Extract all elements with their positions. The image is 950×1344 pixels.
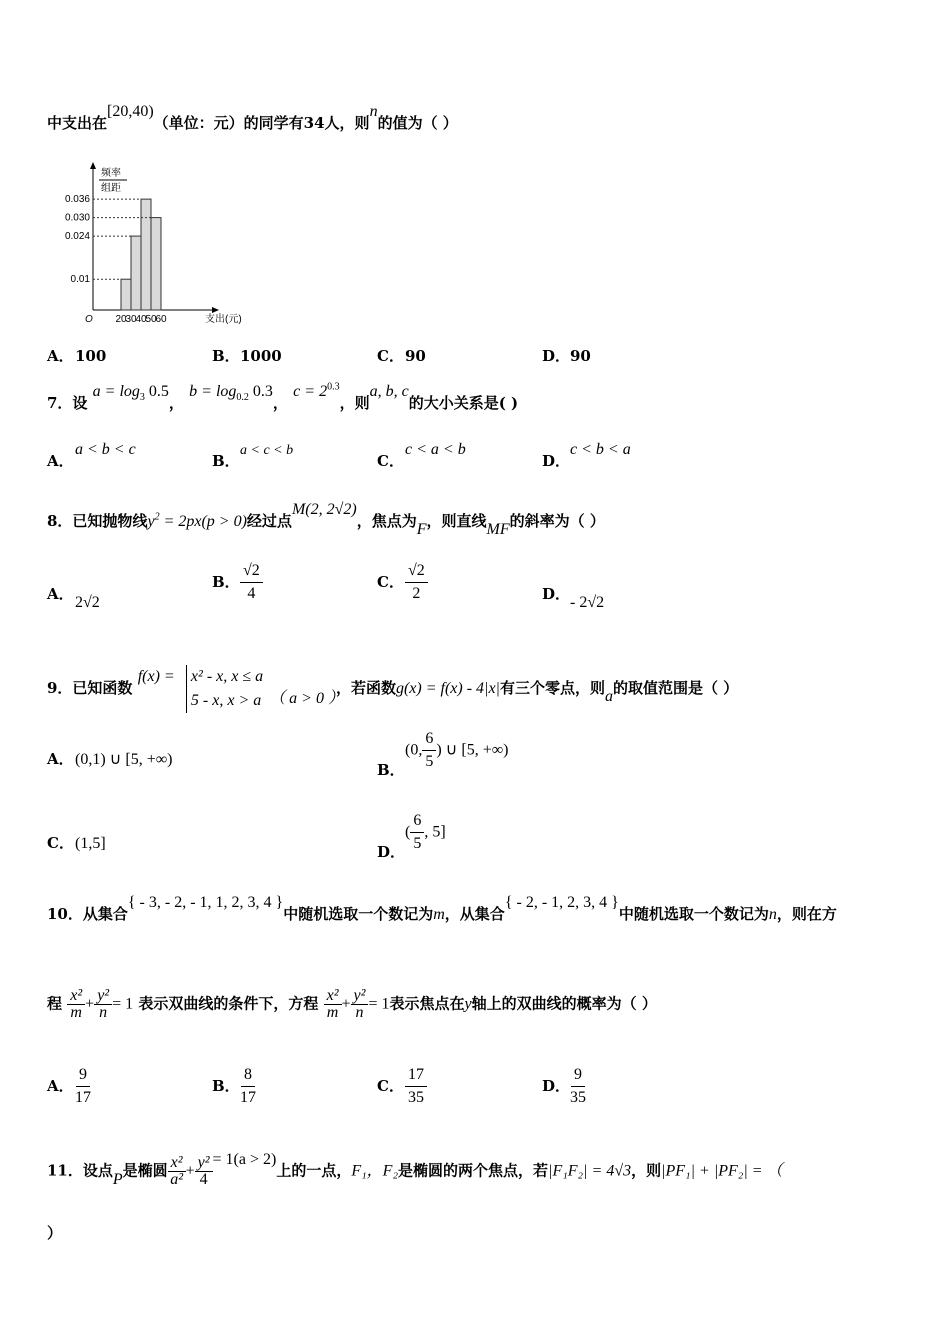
numerator: y² — [94, 988, 112, 1005]
histogram-bar-3 — [151, 218, 161, 310]
eq-square: 2 — [154, 511, 160, 523]
q8-mid3: ，则直线 — [426, 512, 487, 530]
x-tick-label-4: 60 — [155, 314, 167, 325]
q9-option-b[interactable] — [377, 728, 509, 779]
a-arg: 0.5 — [144, 383, 169, 400]
option-fraction — [405, 1064, 427, 1109]
q6-prefix: 中支出在 — [47, 114, 108, 132]
option-fraction — [240, 560, 263, 605]
q10-mid3: 中随机选取一个数记为 — [618, 905, 769, 923]
q6-option-b[interactable] — [212, 345, 282, 366]
option-fraction — [75, 1064, 91, 1109]
q10-mid4: ，则在方 — [776, 905, 837, 923]
option-label: D． — [542, 1076, 571, 1095]
q8-F: F — [416, 521, 427, 538]
option-prefix: ( — [405, 823, 411, 841]
q11-mid1: 是椭圆 — [122, 1161, 168, 1180]
q9-stem — [47, 665, 738, 713]
option-label: A． — [47, 585, 74, 603]
q9-suffix: 的取值范围是（ ） — [612, 679, 739, 697]
q9-option-a[interactable] — [47, 748, 172, 769]
q10-number: 10．从集合 — [47, 905, 128, 923]
x-tick-label-2: 40 — [135, 314, 147, 325]
option-value: a < c < b — [240, 443, 294, 458]
option-label: C． — [47, 834, 74, 852]
q11-foci: F₁，F₂ — [351, 1162, 399, 1180]
option-value: a < b < c — [75, 441, 136, 458]
q10-mid2: ，从集合 — [444, 905, 505, 923]
denominator: 17 — [240, 1089, 256, 1106]
option-label: B． — [212, 347, 240, 365]
q11-stem-line2 — [47, 1222, 62, 1243]
q9-case2: 5 - x, x > a — [190, 692, 262, 709]
q6-var-n: n — [369, 103, 378, 120]
denominator: 5 — [425, 753, 434, 770]
q10-suffix: 轴上的双曲线的概率为（ ） — [471, 994, 657, 1013]
denominator: 4 — [199, 1171, 208, 1188]
y-axis-arrow — [90, 162, 96, 169]
denominator: m — [70, 1004, 82, 1021]
q7-stem — [47, 381, 519, 415]
x-tick-label-3: 50 — [145, 314, 157, 325]
q7-option-c[interactable] — [377, 441, 466, 471]
option-value: 1000 — [240, 347, 282, 365]
option-label: C． — [377, 1076, 404, 1095]
x-tick-label-0: 20 — [115, 314, 127, 325]
option-fraction — [570, 1064, 586, 1109]
q7-mid: ，则 — [339, 394, 370, 412]
q10-y: y — [464, 995, 472, 1013]
a-base: 3 — [139, 392, 145, 404]
denominator: a² — [170, 1171, 184, 1188]
c-exp: 0.3 — [327, 381, 340, 393]
y-tick-label-2: 0.030 — [64, 212, 90, 224]
q10-n: n — [768, 906, 777, 923]
q7-c-expr — [293, 383, 339, 400]
q10-set2: { - 2, - 1, 2, 3, 4 } — [504, 894, 619, 911]
q10-option-c[interactable] — [377, 1064, 427, 1109]
q11-condition: |F₁F₂| = 4√3 — [548, 1162, 632, 1180]
q10-stem-line2: 程 $\frac{\text{x²}}{m}$ + $\frac{\text{y²}}{n}$ = 1 表示双曲线的条件下，方程 $\frac{\text{x²}}{m}$ + $\frac{\text{y²}}{n}$ = 1表示焦点在y轴上的双曲线的概率为（ ） — [47, 987, 657, 1021]
q10-mid6: 表示焦点在 — [389, 994, 465, 1013]
q8-MF: MF — [486, 521, 510, 538]
eq-y: y — [147, 513, 155, 530]
option-fraction — [405, 560, 428, 605]
q8-option-d[interactable] — [542, 583, 605, 611]
q10-option-b[interactable] — [212, 1064, 256, 1109]
option-fraction — [422, 728, 436, 773]
q8-equation — [147, 513, 201, 530]
option-label: B． — [212, 572, 240, 591]
option-value: c < a < b — [405, 441, 466, 458]
eq1-rhs: = 1 — [112, 995, 134, 1013]
q6-option-d[interactable] — [542, 345, 591, 366]
option-value: 100 — [75, 347, 107, 365]
denominator: 35 — [408, 1089, 424, 1106]
option-label: A． — [47, 452, 74, 470]
option-label: B． — [212, 452, 240, 470]
q9-mid2: 有三个零点，则 — [499, 679, 605, 697]
eq2-x-frac — [324, 988, 342, 1021]
q9-option-c[interactable] — [47, 832, 106, 853]
q6-option-c[interactable] — [377, 345, 426, 366]
q7-option-b[interactable] — [212, 443, 294, 471]
q7-a-expr — [92, 383, 169, 404]
q7-vars: a, b, c — [369, 383, 409, 400]
q8-point: M(2, 2√2) — [291, 501, 357, 518]
numerator: 8 — [241, 1064, 255, 1087]
q10-line2-pre: 程 — [47, 994, 63, 1013]
b-base: 0.2 — [236, 392, 249, 404]
q8-stem — [47, 501, 605, 538]
q10-m: m — [433, 906, 445, 923]
option-label: D． — [542, 452, 571, 470]
option-label: C． — [377, 452, 404, 470]
eq-rest: = 2px — [159, 513, 202, 530]
q10-set1: { - 3, - 2, - 1, 1, 2, 3, 4 } — [127, 894, 284, 911]
a-expr-text: a = log — [92, 383, 140, 400]
q11-line2: ） — [47, 1224, 63, 1242]
y-tick-label-1: 0.024 — [64, 231, 90, 243]
eq2-y-frac — [351, 988, 369, 1021]
numerator: 9 — [76, 1064, 90, 1087]
q6-histogram — [55, 160, 265, 330]
q8-option-c[interactable] — [377, 560, 428, 605]
denominator: m — [326, 1004, 339, 1021]
denominator: n — [355, 1004, 364, 1021]
q10-option-d[interactable] — [542, 1064, 586, 1109]
numerator: 6 — [410, 810, 424, 833]
q7-option-a[interactable] — [47, 441, 136, 471]
q9-number: 9．已知函数 — [47, 679, 133, 697]
option-value: - 2√2 — [570, 594, 605, 611]
denominator: 35 — [570, 1089, 586, 1106]
q10-mid1: 中随机选取一个数记为 — [283, 905, 434, 923]
numerator: y² — [351, 988, 369, 1005]
denominator: 5 — [413, 835, 422, 852]
q9-mid: ，若函数 — [335, 679, 396, 697]
option-fraction — [410, 810, 424, 855]
eq1-y-frac — [94, 988, 112, 1021]
option-suffix: , 5] — [424, 823, 446, 841]
x-axis-arrow — [212, 307, 219, 313]
numerator: √2 — [405, 560, 428, 583]
q6-interval: [20,40) — [107, 103, 154, 120]
option-value: c < b < a — [570, 441, 631, 458]
option-suffix: ) ∪ [5, +∞) — [436, 741, 509, 759]
option-label: C． — [377, 572, 404, 591]
histogram-bar-2 — [141, 199, 151, 310]
q8-option-b[interactable] — [212, 560, 263, 605]
q6-mid: （单位：元）的同学有34人，则 — [153, 114, 370, 132]
sep: ， — [168, 394, 184, 412]
option-label: B． — [212, 1076, 240, 1095]
y-label-line2: 组距 — [101, 183, 121, 194]
numerator: 17 — [405, 1064, 427, 1087]
c-expr-text: c = 2 — [293, 383, 328, 400]
q8-mid1: 经过点 — [246, 512, 292, 530]
q9-a: a — [604, 688, 613, 705]
q8-suffix: 的斜率为（ ） — [509, 512, 605, 530]
option-label: D． — [377, 842, 406, 861]
q7-number: 7．设 — [47, 394, 88, 412]
q9-condition: （ a > 0 ） — [269, 690, 336, 707]
q11-P: P — [112, 1170, 123, 1188]
ellipse-y-frac — [195, 1155, 213, 1188]
x-tick-label-1: 30 — [125, 314, 137, 325]
option-label: A． — [47, 347, 74, 365]
numerator: √2 — [240, 560, 263, 583]
option-value: (1,5] — [75, 835, 106, 852]
y-tick-label-3: 0.036 — [64, 194, 90, 206]
q9-case1: x² - x, x ≤ a — [190, 668, 264, 685]
option-value: 2√2 — [75, 594, 100, 611]
q6-suffix: 的值为（ ） — [377, 114, 458, 132]
q9-fx: f(x) = — [137, 668, 175, 685]
q8-mid2: ，焦点为 — [356, 512, 417, 530]
option-label: A． — [47, 1076, 74, 1095]
option-fraction — [240, 1064, 256, 1109]
q6-option-a[interactable] — [47, 345, 106, 366]
numerator: y² — [195, 1155, 213, 1172]
histogram-bar-1 — [131, 236, 141, 310]
q9-gx: g(x) = f(x) - 4|x| — [395, 680, 500, 697]
option-label: B． — [377, 760, 405, 779]
denominator: 4 — [247, 585, 256, 602]
b-expr-text: b = log — [189, 383, 237, 400]
q8-option-a[interactable] — [47, 583, 100, 611]
option-prefix: (0, — [405, 741, 423, 759]
q11-stem-line1: 11．设点P是椭圆 $\frac{\text{x²}}{\text{a²}}$ + $\frac{\text{y²}}{4}$ = 1(a > 2)上的一点，F₁，F₂是椭圆的两个焦点，若|F₁F₂| = 4√3，则|PF₁| + |PF₂| = （ — [47, 1150, 783, 1188]
q11-mid2: 上的一点， — [276, 1161, 352, 1180]
q11-mid4: ，则 — [631, 1161, 662, 1180]
q8-number: 8．已知抛物线 — [47, 512, 148, 530]
q9-option-d[interactable] — [377, 810, 446, 861]
numerator: x² — [168, 1155, 186, 1172]
y-tick-label-0: 0.01 — [70, 274, 90, 286]
sep: ， — [272, 394, 288, 412]
eq1-x-frac — [67, 988, 85, 1021]
ellipse-rhs: = 1(a > 2) — [212, 1150, 277, 1168]
y-label-line1: 频率 — [101, 168, 121, 179]
histogram-bar-0 — [121, 279, 131, 310]
option-label: D． — [542, 347, 571, 365]
b-arg: 0.3 — [248, 383, 273, 400]
q11-mid3: 是椭圆的两个焦点，若 — [398, 1161, 549, 1180]
denominator: n — [99, 1004, 108, 1021]
numerator: 6 — [422, 728, 436, 751]
option-value: (0,1) ∪ [5, +∞) — [75, 751, 173, 768]
denominator: 2 — [412, 585, 421, 602]
option-value: 90 — [570, 347, 591, 365]
q6-stem — [47, 103, 458, 133]
eq2-rhs: = 1 — [368, 995, 390, 1013]
option-label: A． — [47, 750, 74, 768]
ellipse-x-frac — [168, 1155, 186, 1188]
q10-stem-line1 — [47, 894, 837, 924]
option-label: D． — [542, 585, 571, 603]
numerator: x² — [324, 988, 342, 1005]
q7-suffix: 的大小关系是( ) — [408, 394, 519, 412]
denominator: 17 — [75, 1089, 91, 1106]
numerator: 9 — [571, 1064, 585, 1087]
q11-number: 11．设点 — [47, 1161, 113, 1180]
q7-b-expr — [189, 383, 273, 404]
origin-label: O — [85, 314, 93, 325]
numerator: x² — [67, 988, 85, 1005]
q9-piecewise — [186, 665, 263, 713]
option-label: C． — [377, 347, 404, 365]
q7-option-d[interactable] — [542, 441, 631, 471]
q10-option-a[interactable] — [47, 1064, 91, 1109]
q10-mid5: 表示双曲线的条件下，方程 — [138, 994, 319, 1013]
q11-expression: |PF₁| + |PF₂| = （ — [661, 1162, 783, 1180]
x-axis-label: 支出(元) — [205, 314, 242, 325]
option-value: 90 — [405, 347, 426, 365]
q8-condition: (p > 0) — [201, 513, 247, 530]
